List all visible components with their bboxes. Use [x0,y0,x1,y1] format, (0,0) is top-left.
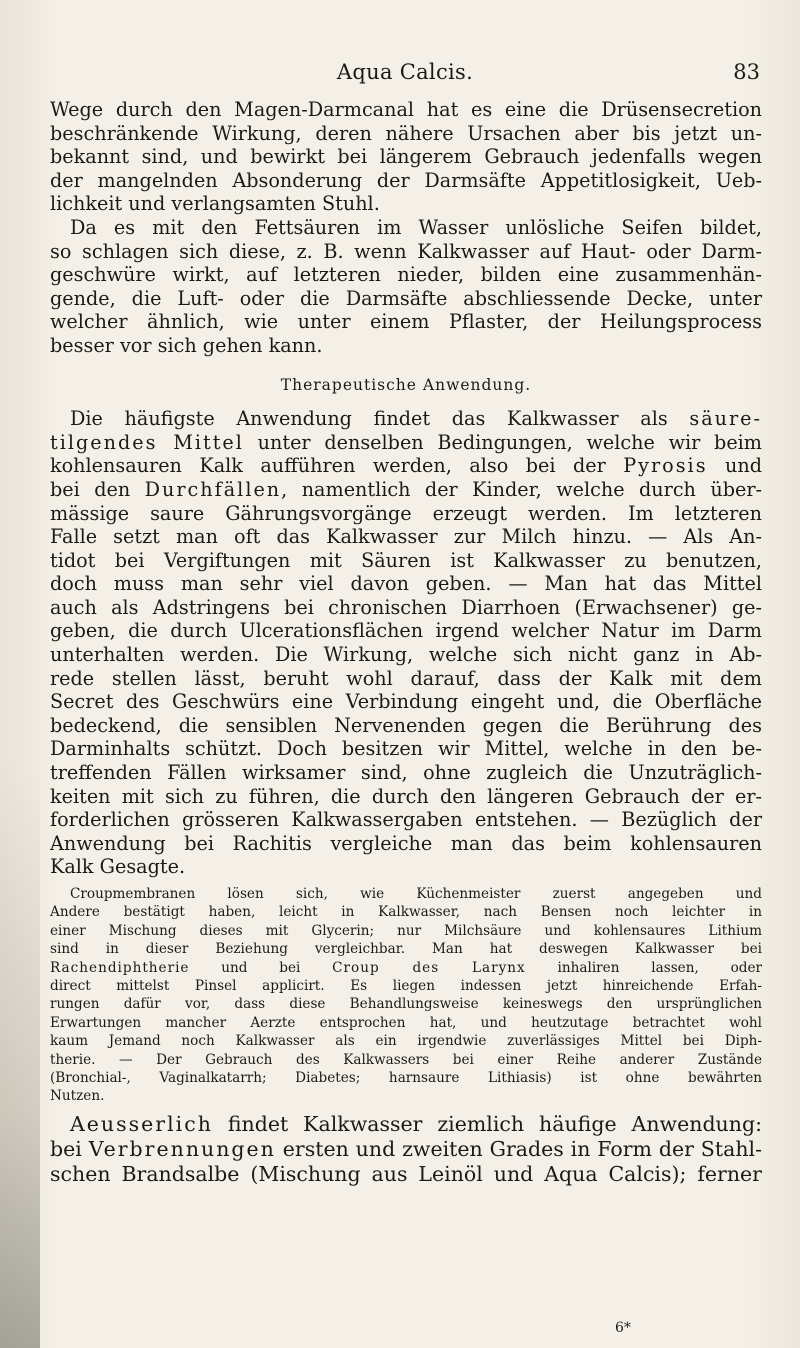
text-line: Darminhalts schützt. Doch besitzen wir Mittel, welche in den be- [50,737,762,761]
text-line: beschränkende Wirkung, deren nähere Ursachen aber bis jetzt un- [50,121,762,145]
text-line: keiten mit sich zu führen, die durch den längeren Gebrauch der er- [50,784,762,808]
emphasis-text: Verbrennungen [88,1136,276,1161]
text-line: mässige saure Gährungsvorgänge erzeugt werden. Im letzteren [50,501,762,525]
text-line [50,407,762,431]
text-run: Die häufigste Anwendung findet das Kalkwasser als [70,407,690,431]
text-line [50,431,762,455]
text-line: so schlagen sich diese, z. B. wenn Kalkwasser auf Haut- oder Darm- [50,239,762,263]
text-line: direct mittelst Pinsel applicirt. Es liegen indessen jetzt hinreichende Erfah- [50,978,762,995]
text-line: (Bronchial-, Vaginalkatarrh; Diabetes; harnsaure Lithiasis) ist ohne bewährten [50,1070,762,1087]
text-line: rungen dafür vor, dass diese Behandlungsweise keineswegs den ursprünglichen [50,996,762,1013]
text-line: sind in dieser Beziehung vergleichbar. Man hat deswegen Kalkwasser bei [50,941,762,958]
paragraph-1 [50,98,762,216]
text-line: Da es mit den Fettsäuren im Wasser unlösliche Seifen bildet, [70,215,762,239]
text-line: geben, die durch Ulcerationsflächen irgend welcher Natur im Darm [50,619,762,643]
emphasis-text: Pyrosis [623,454,708,478]
emphasis-text: Rachendiphtherie [50,959,190,976]
text-line: Erwartungen mancher Aerzte entsprochen hat, und heutzutage betrachtet wohl [50,1014,762,1031]
text-line: unterhalten werden. Die Wirkung, welche sich nicht ganz in Ab- [50,643,762,667]
text-line: Secret des Geschwürs eine Verbindung eingeht und, die Oberfläche [50,690,762,714]
text-line: forderlichen grösseren Kalkwassergaben entstehen. — Bezüglich der [50,808,762,832]
emphasis-text: tilgendes Mittel [50,430,244,454]
body-text [50,98,762,1187]
text-line: Kalk Gesagte. [50,855,186,879]
text-line: welcher ähnlich, wie unter einem Pflaster, der Heilungsprocess [50,310,762,334]
text-line: auch als Adstringens bei chronischen Diarrhoen (Erwachsener) ge- [50,595,762,619]
paragraph-2 [50,216,762,358]
text-run: und [707,454,762,478]
text-line: Croupmembranen lösen sich, wie Küchenmeister zuerst angegeben und [70,886,762,902]
small-print-paragraph [50,885,762,1106]
text-line: gende, die Luft- oder die Darmsäfte abschliessende Decke, unter [50,286,762,310]
text-line: therie. — Der Gebrauch des Kalkwassers bei einer Reihe anderer Zustände [50,1051,762,1068]
text-line [50,1112,762,1137]
text-run: ersten und zweiten Grades in Form der Stahl- [275,1136,763,1161]
text-run: und bei [189,959,333,976]
paragraph-4 [50,1112,762,1187]
page-number: 83 [733,60,760,84]
text-line: doch muss man sehr viel davon geben. — Man hat das Mittel [50,572,762,596]
text-line: treffenden Fällen wirksamer sind, ohne zugleich die Unzuträglich- [50,761,762,785]
text-run: bei den [50,477,145,501]
text-line: der mangelnden Absonderung der Darmsäfte Appetitlosigkeit, Ueb- [50,168,762,192]
text-run: bei [50,1136,89,1161]
text-run: inhaliren lassen, oder [525,959,763,976]
emphasis-text: Durchfällen [144,477,282,501]
text-line: rede stellen lässt, beruht wohl darauf, dass der Kalk mit dem [50,666,762,690]
text-line: bedeckend, die sensiblen Nervenenden gegen die Berührung des [50,713,762,737]
text-line: Wege durch den Magen-Darmcanal hat es eine die Drüsensecretion [50,98,762,121]
text-line [50,959,762,977]
text-line: kaum Jemand noch Kalkwasser als ein irgendwie zuverlässiges Mittel bei Diph- [50,1033,762,1050]
text-line: geschwüre wirkt, auf letzteren nieder, bilden eine zusammenhän- [50,263,762,287]
text-run: findet Kalkwasser ziemlich häufige Anwendung: [212,1111,762,1136]
emphasis-text: säure- [689,407,762,431]
text-line: bekannt sind, und bewirkt bei längerem Gebrauch jedenfalls wegen [50,145,762,169]
text-line: Andere bestätigt haben, leicht in Kalkwasser, nach Bensen noch leichter in [50,904,762,921]
paragraph-3 [50,407,762,879]
signature-mark: 6* [615,1320,631,1336]
emphasis-text: Croup des Larynx [332,959,526,976]
text-line: besser vor sich gehen kann. [50,333,323,357]
text-line [50,1137,762,1162]
text-line: lichkeit und verlangsamten Stuhl. [50,192,380,216]
text-line: tidot bei Vergiftungen mit Säuren ist Kalkwasser zu benutzen, [50,548,762,572]
text-run: kohlensauren Kalk aufführen werden, also bei der [50,454,624,478]
running-title: Aqua Calcis. [336,60,474,84]
text-line: einer Mischung dieses mit Glycerin; nur Milchsäure und kohlensaures Lithium [50,922,762,939]
section-heading: Therapeutische Anwendung. [280,375,532,394]
running-head [50,60,760,88]
text-line: Falle setzt man oft das Kalkwasser zur Milch hinzu. — Als An- [50,525,762,549]
text-line: Nutzen. [50,1088,105,1105]
text-line [50,478,762,502]
text-line: schen Brandsalbe (Mischung aus Leinöl und Aqua Calcis); ferner [50,1161,762,1186]
text-line: Anwendung bei Rachitis vergleiche man das beim kohlensauren [50,831,762,855]
text-line [50,454,762,478]
emphasis-text: Aeusserlich [70,1111,213,1136]
text-run: , namentlich der Kinder, welche durch über- [281,477,762,501]
page-edge-shadow [0,760,40,1348]
text-run: unter denselben Bedingungen, welche wir beim [243,430,762,454]
